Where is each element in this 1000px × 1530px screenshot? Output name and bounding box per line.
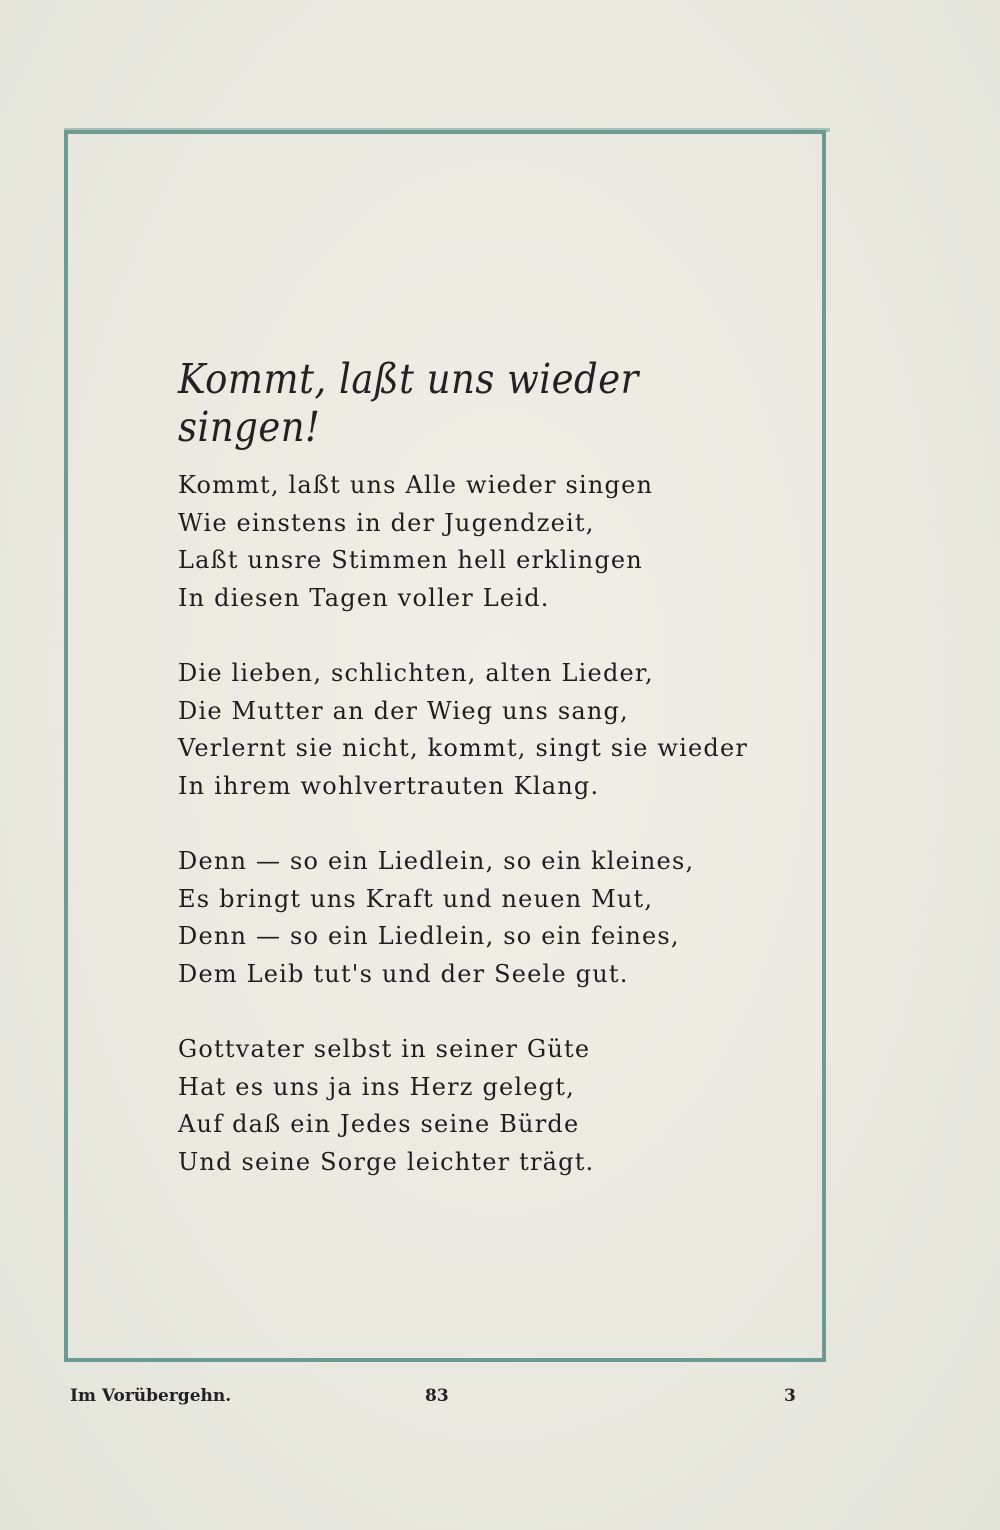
poem-line: Gottvater selbst in seiner Güte (178, 1035, 591, 1063)
page-footer (0, 1386, 1000, 1414)
poem-line: Verlernt sie nicht, kommt, singt sie wieder (178, 734, 749, 762)
poem-line: Hat es uns ja ins Herz gelegt, (178, 1072, 575, 1101)
poem-line: Die lieben, schlichten, alten Lieder, (178, 659, 654, 687)
stanza-3 (178, 843, 778, 993)
stanza-1 (178, 467, 778, 617)
poem-title: Kommt, laßt uns wieder singen! (178, 355, 639, 452)
poem-line: Dem Leib tut's und der Seele gut. (178, 959, 629, 988)
poem (178, 355, 778, 1219)
poem-line: Kommt, laßt uns Alle wieder singen (178, 471, 654, 499)
stanza-2 (178, 655, 778, 805)
poem-line: Denn — so ein Liedlein, so ein feines, (178, 922, 680, 950)
poem-line: Wie einstens in der Jugendzeit, (178, 508, 595, 537)
poem-line: Denn — so ein Liedlein, so ein kleines, (178, 847, 695, 875)
poem-line: Auf daß ein Jedes seine Bürde (178, 1110, 580, 1138)
poem-line: In ihrem wohlvertrauten Klang. (178, 771, 600, 800)
stanza-4 (178, 1031, 778, 1181)
book-title: Im Vorübergehn. (70, 1386, 232, 1406)
poem-line: Und seine Sorge leichter trägt. (178, 1147, 595, 1176)
poem-line: Laßt unsre Stimmen hell erklingen (178, 546, 643, 574)
poem-line: Es bringt uns Kraft und neuen Mut, (178, 884, 654, 913)
poem-line: In diesen Tagen voller Leid. (178, 583, 550, 612)
page-number: 83 (425, 1386, 449, 1406)
poem-line: Die Mutter an der Wieg uns sang, (178, 696, 629, 725)
signature-mark: 3 (784, 1386, 796, 1406)
